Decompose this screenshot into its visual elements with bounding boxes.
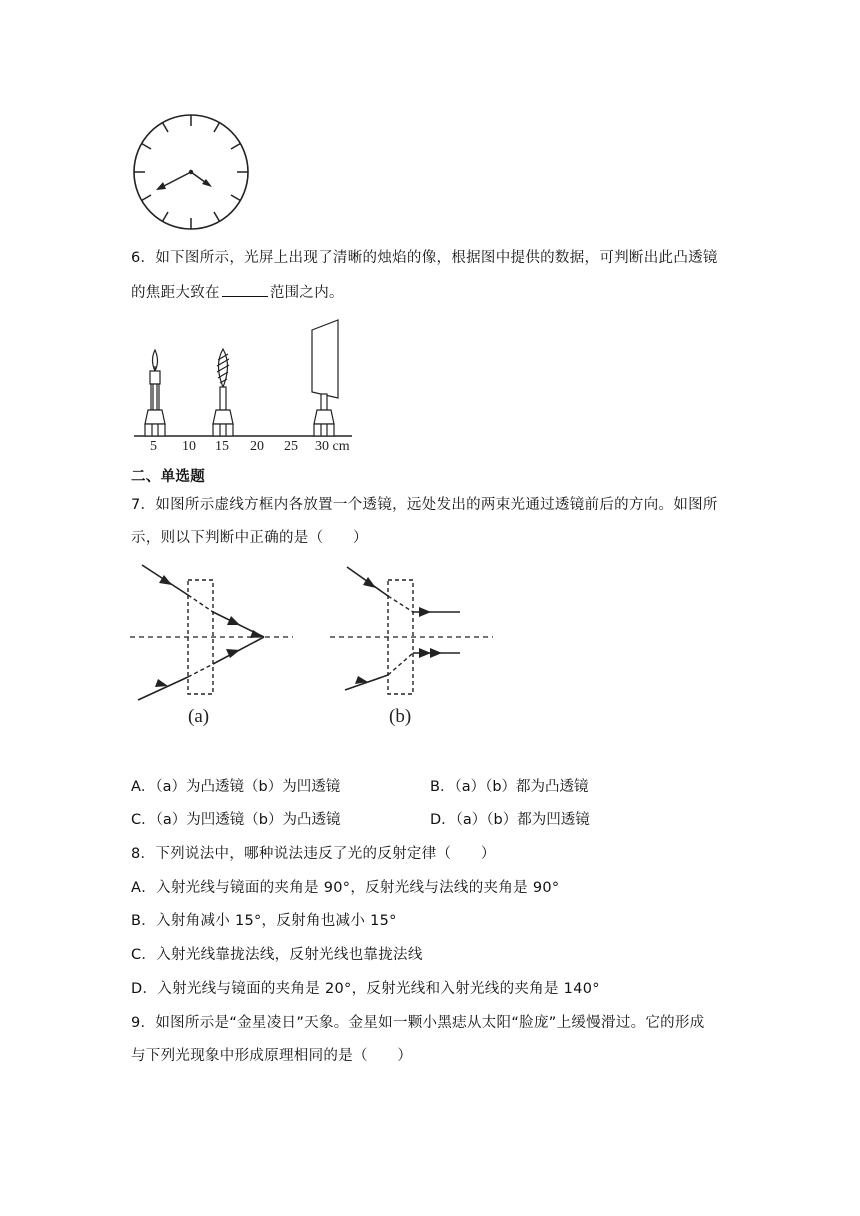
- q7-option-c[interactable]: C．（a）为凹透镜（b）为凸透镜: [131, 812, 341, 828]
- q6-line2-before: 的焦距大致在: [131, 285, 220, 301]
- diagram-b-arrows: [355, 577, 442, 684]
- q6-line1: 6．如下图所示，光屏上出现了清晰的烛焰的像，根据图中提供的数据，可判断出此凸透镜: [131, 250, 718, 266]
- ruler-tick-10: 10: [182, 439, 196, 454]
- section-heading: 二、单选题: [131, 469, 205, 485]
- q7-line2: 示，则以下判断中正确的是（ ）: [131, 530, 368, 546]
- q7-option-b[interactable]: B．（a）（b）都为凸透镜: [430, 779, 589, 795]
- q9-line2: 与下列光现象中形成原理相同的是（ ）: [131, 1048, 413, 1064]
- diagram-b: [330, 567, 493, 694]
- ruler-tick-15: 15: [215, 439, 229, 454]
- q8-stem: 8．下列说法中，哪种说法违反了光的反射定律（ ）: [131, 846, 496, 862]
- q7-option-a[interactable]: A．（a）为凸透镜（b）为凹透镜: [131, 779, 341, 795]
- q8-option-b[interactable]: B．入射角减小 15°，反射角也减小 15°: [131, 913, 397, 929]
- ruler-tick-5: 5: [150, 439, 157, 454]
- diagram-b-label: (b): [389, 706, 412, 727]
- q9-line1: 9．如图所示是“金星凌日”天象。金星如一颗小黑痣从太阳“脸庞”上缓慢滑过。它的形成: [131, 1015, 705, 1031]
- diagram-a: [130, 565, 293, 700]
- ruler-tick-30: 30 cm: [315, 439, 350, 454]
- q8-option-d[interactable]: D．入射光线与镜面的夹角是 20°，反射光线和入射光线的夹角是 140°: [131, 981, 600, 997]
- q6-line2-after: 范围之内。: [269, 285, 344, 301]
- q7-line1: 7．如图所示虚线方框内各放置一个透镜，远处发出的两束光通过透镜前后的方向。如图所: [131, 497, 718, 513]
- q8-option-a[interactable]: A．入射光线与镜面的夹角是 90°，反射光线与法线的夹角是 90°: [131, 880, 560, 896]
- ruler-tick-20: 20: [250, 439, 264, 454]
- q8-option-c[interactable]: C．入射光线靠拢法线，反射光线也靠拢法线: [131, 947, 423, 963]
- ruler-tick-25: 25: [284, 439, 298, 454]
- q7-option-d[interactable]: D．（a）（b）都为凹透镜: [430, 812, 590, 828]
- diagram-a-arrows: [155, 575, 264, 687]
- diagram-a-label: (a): [188, 706, 210, 727]
